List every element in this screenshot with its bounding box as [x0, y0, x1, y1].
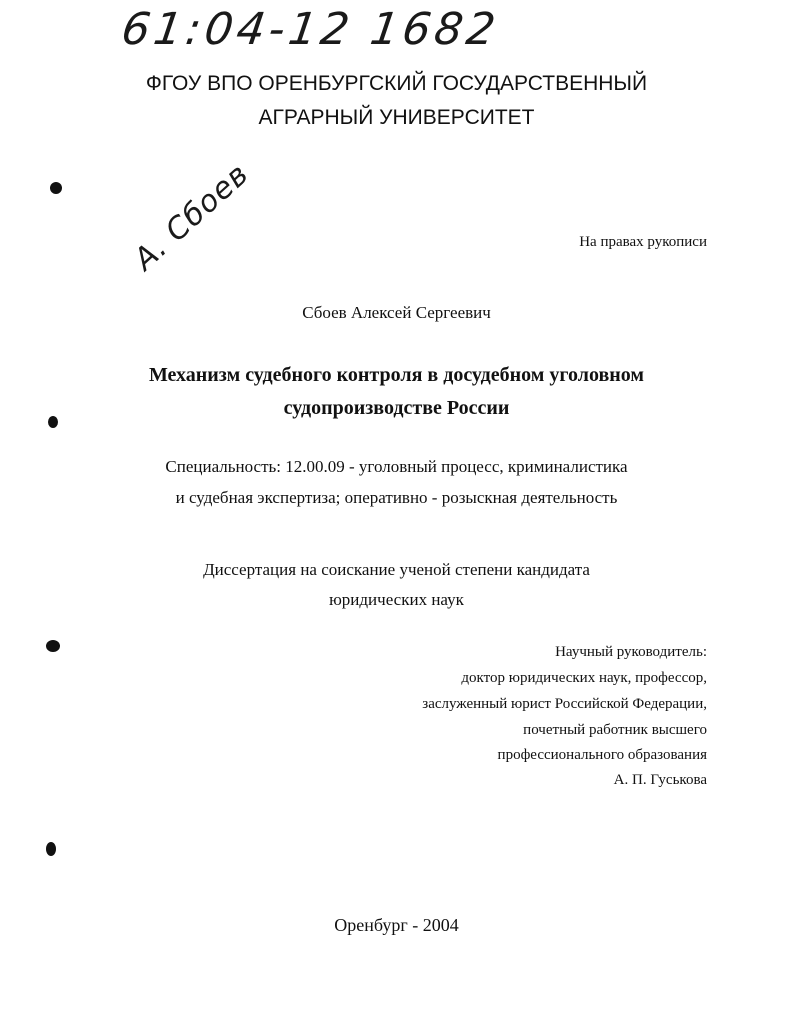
- supervisor-name: А. П. Гуськова: [613, 772, 707, 788]
- supervisor-line-3: почетный работник высшего: [523, 722, 707, 738]
- supervisor-heading: Научный руководитель:: [555, 644, 707, 660]
- supervisor-line-4: профессионального образования: [497, 747, 707, 763]
- specialty-line-2: и судебная экспертиза; оперативно - розыскная деятельность: [175, 488, 618, 507]
- title-line-1: Механизм судебного контроля в досудебном уголовном: [148, 364, 645, 386]
- handwritten-signature: А. Сбоев: [127, 156, 256, 278]
- supervisor-line-2: заслуженный юрист Российской Федерации,: [422, 696, 707, 712]
- punch-hole-1: [50, 182, 62, 194]
- dissertation-line-2: юридических наук: [329, 590, 464, 609]
- punch-hole-4: [46, 842, 56, 856]
- institution-line-1: ФГОУ ВПО ОРЕНБУРГСКИЙ ГОСУДАРСТВЕННЫЙ: [145, 72, 648, 95]
- city-year: Оренбург - 2004: [334, 915, 459, 935]
- supervisor-line-1: доктор юридических наук, профессор,: [461, 670, 707, 686]
- specialty-line-1: Специальность: 12.00.09 - уголовный процесс, криминалистика: [165, 457, 628, 476]
- title-line-2: судопроизводстве России: [283, 397, 510, 419]
- archive-code: 61:04-12 1682: [118, 4, 503, 55]
- institution-line-2: АГРАРНЫЙ УНИВЕРСИТЕТ: [258, 106, 535, 129]
- author-name: Сбоев Алексей Сергеевич: [302, 303, 491, 322]
- punch-hole-3: [46, 640, 60, 652]
- dissertation-line-1: Диссертация на соискание ученой степени кандидата: [203, 560, 590, 579]
- manuscript-rights: На правах рукописи: [579, 234, 707, 250]
